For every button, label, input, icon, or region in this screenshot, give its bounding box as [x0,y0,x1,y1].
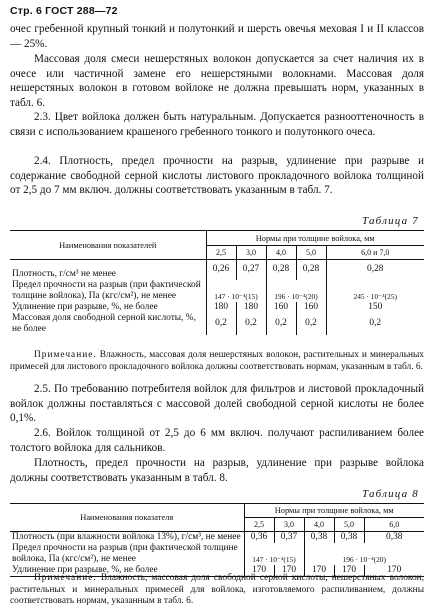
table-7-thickness: 3,0 [236,246,266,260]
table-7-col-norms: Нормы при толщине войлока, мм [206,231,424,246]
paragraph-2-3: 2.3. Цвет войлока должен быть натуральным. Допускается разнооттеночность в связи с использованием крашеного гребенного тонкого и полутонкого очеса. [10,111,424,138]
note-1-label: Примечание. [34,350,97,360]
table-cell: 196 · 10⁻⁴(20) [266,280,326,302]
table-8-thickness: 4,0 [304,518,334,532]
table-7-thickness: 6,0 и 7,0 [326,246,424,260]
table-7-col-name: Наименования показателей [10,231,206,260]
table-row-label: Плотность, г/см³ не менее [12,268,116,279]
note-1-text: Влажность, массовая доля нешерстяных волокон, растительных и минеральных примесей для листового прокладочного войлока должны соответствовать нормам, указанным в табл. 6. [10,350,424,372]
table-cell: 0,38 [304,532,334,544]
table-cell: 0,28 [326,260,424,280]
paragraph-2-4: 2.4. Плотность, предел прочности на разрыв, удлинение при разрыве и содержание свободной серной кислоты листового прокладочного войлока толщиной от 2,5 до 7 мм включ. должны соответствовать указанным в табл. 7. [10,155,424,197]
table-cell: 160 [296,302,326,313]
table-8-col-norms: Нормы при толщине войлока, мм [244,504,424,518]
page-header: Стр. 6 ГОСТ 288—72 [10,5,118,17]
table-row-label: Удлинение при разрыве, %, не более [12,301,158,312]
table-cell: 170 [274,565,304,577]
paragraph-2-6: 2.6. Войлок толщиной от 2,5 до 6 мм включ. получают распиливанием более толстого войлока для сальников. [10,427,424,454]
table-8-thickness: 6,0 [364,518,424,532]
table-cell: 147 · 10⁻⁴(15) [206,280,266,302]
paragraph-plotnost: Плотность, предел прочности на разрыв, удлинение при разрыве войлока должны соответствовать указанным в табл. 8. [10,457,424,484]
table-cell: 147 · 10⁻⁴(15) [244,543,304,565]
table-cell: 0,2 [326,313,424,335]
paragraph-1: очес гребенной крупный тонкий и полутонкий и шерсть овечья меховая I и II классов — 25%. [10,23,424,50]
table-7 [10,230,424,335]
table-cell: 170 [244,565,274,577]
table-8-thickness: 2,5 [244,518,274,532]
table-7-thickness: 5,0 [296,246,326,260]
table-7-thickness: 2,5 [206,246,236,260]
table-cell: 0,2 [266,313,296,335]
paragraph-2: Массовая доля смеси нешерстяных волокон допускается за счет наличия их в очесе или частичной замене его нешерстяными волокнами. Массовая доля нешерстяных волокон в готовом войлоке не должна превышать норм, указанных в табл. 6. [10,53,424,109]
table-cell: 170 [334,565,364,577]
paragraph-2-5: 2.5. По требованию потребителя войлок для фильтров и листовой прокладочный войлок должны поставляться с массовой долей свободной серной кислоты не более 0,1%. [10,383,424,425]
table-8-thickness: 3,0 [274,518,304,532]
note-2-label: Примечание. [34,573,97,583]
table-8-caption: Таблица 8 [362,488,419,500]
table-row-label: Предел прочности на разрыв (при фактической толщине войлока, Па (кгс/см²), не менее [12,543,238,564]
table-cell: 170 [364,565,424,577]
table-7-thickness: 4,0 [266,246,296,260]
note-2 [10,573,424,608]
table-cell: 0,27 [236,260,266,280]
table-row-label: Плотность (при влажности войлока 13%), г/см³, не менее [12,532,241,542]
table-8-thickness: 5,0 [334,518,364,532]
table-cell: 180 [236,302,266,313]
table-cell: 0,38 [334,532,364,544]
table-cell: 180 [206,302,236,313]
table-cell: 170 [304,565,334,577]
table-cell: 0,37 [274,532,304,544]
table-8-col-name: Наименования показателя [10,504,244,532]
table-cell: 0,2 [206,313,236,335]
note-1 [10,350,424,373]
table-cell: 0,28 [266,260,296,280]
table-row-label: Предел прочности на разрыв (при фактической толщине войлока), Па (кгс/см²), не менее [12,279,201,301]
table-row-label: Удлинение при разрыве, %, не более [12,565,158,575]
table-cell: 196 · 10⁻⁴(20) [304,543,424,565]
table-cell: 0,36 [244,532,274,544]
note-2-text: Влажность, массовая доля свободной серной кислоты, нешерстяных волокон, растительных и минеральных примесей для войлока, изготовляемого распиливанием, должны соответствовать нормам, указанным в табл. 6. [10,573,425,607]
table-row-label: Массовая доля свободной серной кислоты, %, не более [12,312,196,334]
table-cell: 0,26 [206,260,236,280]
table-cell: 160 [266,302,296,313]
table-cell: 0,28 [296,260,326,280]
table-cell: 245 · 10⁻⁴(25) [326,280,424,302]
table-cell: 0,2 [236,313,266,335]
table-cell: 150 [326,302,424,313]
table-7-caption: Таблица 7 [362,215,419,227]
table-8 [10,503,424,577]
table-cell: 0,2 [296,313,326,335]
table-cell: 0,38 [364,532,424,544]
